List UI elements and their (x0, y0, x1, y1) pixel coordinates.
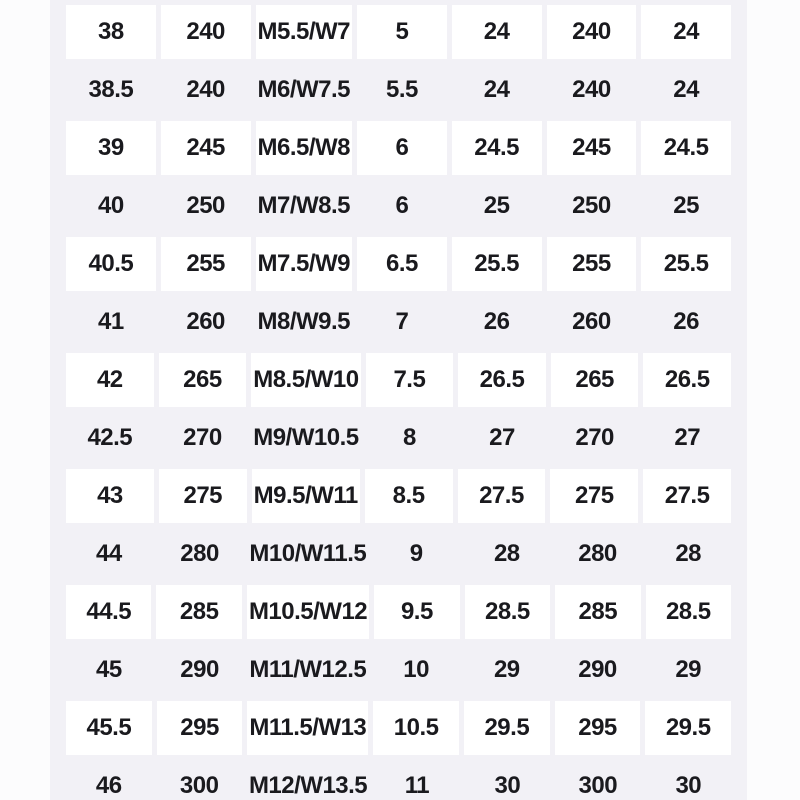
table-cell: 29.5 (645, 701, 731, 755)
table-cell: 8.5 (365, 469, 453, 523)
table-cell: 24.5 (452, 121, 542, 175)
table-cell: 6.5 (357, 237, 447, 291)
table-cell: 10.5 (373, 701, 459, 755)
table-cell: 265 (159, 353, 247, 407)
table-cell: 24 (483, 76, 510, 103)
table-row (66, 351, 731, 409)
table-cell: 28 (493, 540, 520, 567)
table-cell: 295 (157, 701, 243, 755)
table-cell: 28 (675, 540, 702, 567)
table-cell: 250 (186, 192, 225, 219)
table-row (66, 409, 731, 467)
table-row (66, 293, 731, 351)
table-row (66, 119, 731, 177)
table-cell: 38.5 (88, 76, 134, 103)
table-cell: M9/W10.5 (253, 424, 359, 451)
table-cell: 240 (161, 5, 251, 59)
table-cell: 265 (551, 353, 639, 407)
table-cell: 39 (66, 121, 156, 175)
table-row (66, 235, 731, 293)
table-cell: 240 (186, 76, 225, 103)
table-cell: 28.5 (465, 585, 550, 639)
table-cell: 6 (395, 192, 409, 219)
table-cell: 240 (572, 76, 611, 103)
table-cell: M7/W8.5 (257, 192, 351, 219)
table-cell: M11/W12.5 (249, 656, 367, 683)
table-cell: 41 (98, 308, 124, 335)
table-cell: 250 (572, 192, 611, 219)
table-cell: M8/W9.5 (257, 308, 351, 335)
table-cell: 27 (489, 424, 515, 451)
table-cell: 29 (675, 656, 702, 683)
table-cell: 285 (555, 585, 640, 639)
table-cell: 26.5 (643, 353, 731, 407)
table-row (66, 525, 731, 583)
table-cell: 46 (95, 772, 122, 799)
size-table (50, 0, 747, 800)
table-cell: 270 (183, 424, 222, 451)
table-cell: M6/W7.5 (257, 76, 351, 103)
table-cell: 300 (179, 772, 219, 799)
table-cell: 255 (161, 237, 251, 291)
table-cell: 38 (66, 5, 156, 59)
table-cell: 24 (673, 76, 699, 103)
table-cell: M9.5/W11 (252, 469, 360, 523)
table-cell: 24.5 (641, 121, 731, 175)
table-cell: 275 (159, 469, 247, 523)
table-cell: 30 (675, 772, 702, 799)
table-cell: 280 (578, 540, 617, 567)
table-cell: 25.5 (641, 237, 731, 291)
table-cell: 40 (98, 192, 124, 219)
table-cell: 27.5 (458, 469, 546, 523)
table-cell: 29.5 (464, 701, 550, 755)
table-cell: 7 (395, 308, 409, 335)
table-cell: 7.5 (366, 353, 454, 407)
table-cell: 285 (156, 585, 241, 639)
table-cell: 240 (547, 5, 637, 59)
table-cell: 28.5 (646, 585, 731, 639)
table-cell: 295 (555, 701, 641, 755)
table-cell: 245 (547, 121, 637, 175)
table-row (66, 61, 731, 119)
table-cell: 290 (180, 656, 219, 683)
table-cell: M11.5/W13 (247, 701, 368, 755)
table-cell: 290 (578, 656, 617, 683)
table-cell: 24 (641, 5, 731, 59)
table-cell: 300 (578, 772, 618, 799)
table-row (66, 467, 731, 525)
table-cell: 6 (357, 121, 447, 175)
table-cell: M7.5/W9 (256, 237, 353, 291)
table-cell: 255 (547, 237, 637, 291)
table-cell: 280 (180, 540, 219, 567)
table-row (66, 3, 731, 61)
table-cell: M6.5/W8 (256, 121, 353, 175)
table-cell: 11 (404, 772, 430, 799)
table-cell: 5.5 (385, 76, 418, 103)
table-cell: 8 (402, 424, 416, 451)
table-cell: M5.5/W7 (256, 5, 353, 59)
table-cell: 260 (186, 308, 225, 335)
table-cell: 43 (66, 469, 154, 523)
table-cell: 260 (572, 308, 611, 335)
table-cell: 27 (674, 424, 701, 451)
table-cell: 44.5 (66, 585, 151, 639)
table-cell: 9 (409, 540, 423, 567)
table-row (66, 177, 731, 235)
table-cell: 42.5 (87, 424, 133, 451)
table-cell: 40.5 (66, 237, 156, 291)
table-cell: M10.5/W12 (247, 585, 369, 639)
table-cell: 44 (95, 540, 122, 567)
table-cell: 42 (66, 353, 154, 407)
table-row (66, 641, 731, 699)
table-cell: 26 (483, 308, 510, 335)
table-cell: 25 (483, 192, 510, 219)
table-cell: 270 (575, 424, 614, 451)
table-cell: 10 (403, 656, 429, 683)
table-cell: 45.5 (66, 701, 152, 755)
table-cell: M12/W13.5 (248, 772, 368, 799)
table-cell: 30 (494, 772, 521, 799)
table-row (66, 583, 731, 641)
table-cell: 29 (493, 656, 520, 683)
table-row (66, 699, 731, 757)
table-cell: M10/W11.5 (249, 540, 367, 567)
table-cell: 27.5 (643, 469, 731, 523)
table-cell: 5 (357, 5, 447, 59)
table-cell: 25 (673, 192, 699, 219)
table-cell: 24 (452, 5, 542, 59)
table-cell: 26 (673, 308, 699, 335)
table-cell: 45 (95, 656, 122, 683)
table-cell: 25.5 (452, 237, 542, 291)
table-cell: 245 (161, 121, 251, 175)
table-cell: 26.5 (458, 353, 546, 407)
table-cell: M8.5/W10 (251, 353, 360, 407)
table-cell: 275 (550, 469, 638, 523)
table-cell: 9.5 (374, 585, 459, 639)
table-row (66, 757, 731, 800)
